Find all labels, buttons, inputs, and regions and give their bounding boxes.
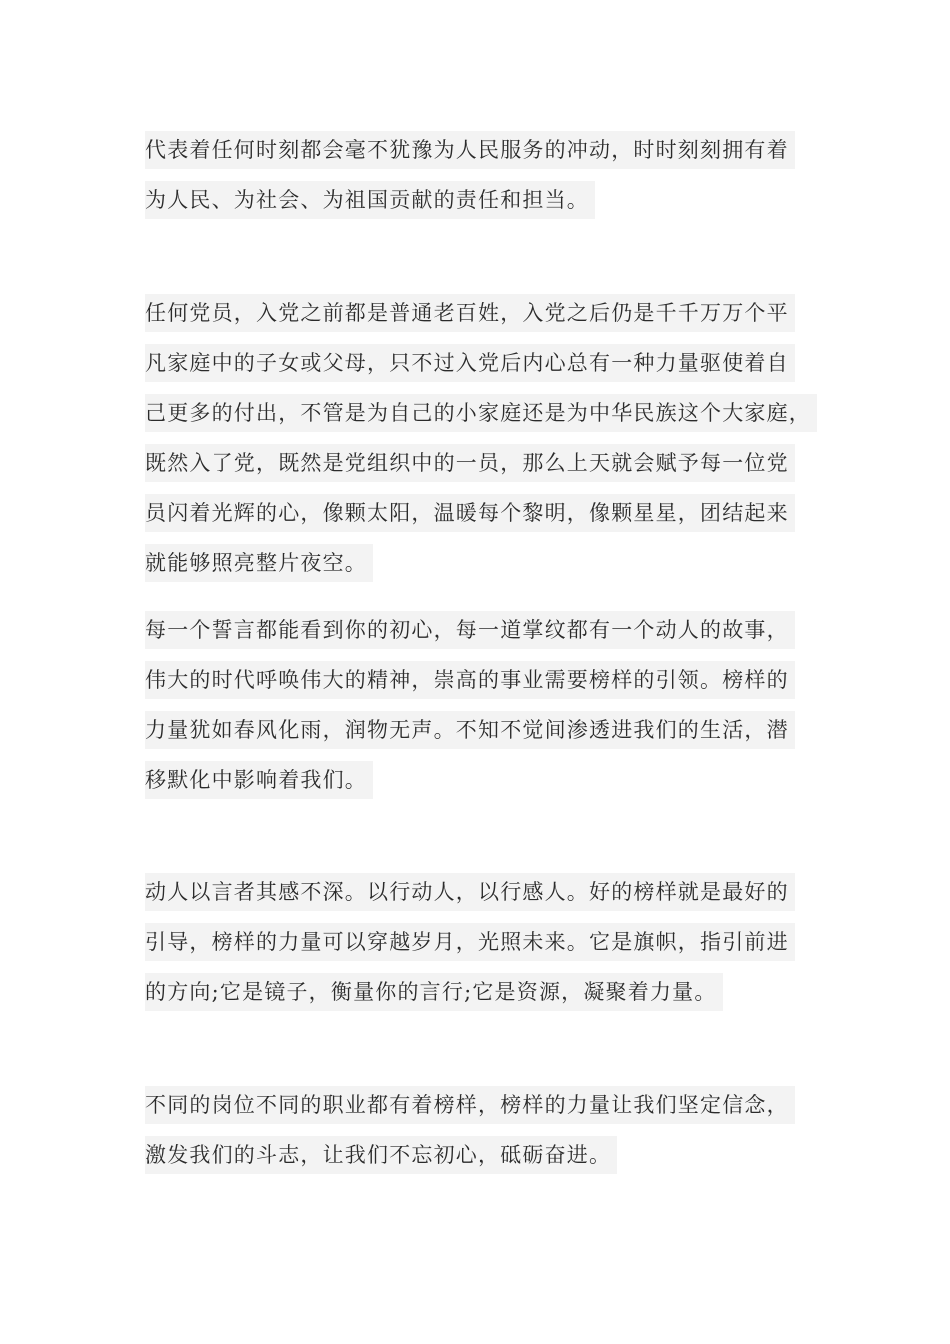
text-line: 就能够照亮整片夜空。: [145, 544, 373, 582]
text-line: 员闪着光辉的心，像颗太阳，温暖每个黎明，像颗星星，团结起来: [145, 494, 795, 532]
text-line: 代表着任何时刻都会毫不犹豫为人民服务的冲动，时时刻刻拥有着: [145, 131, 795, 169]
text-line: 己更多的付出，不管是为自己的小家庭还是为中华民族这个大家庭，: [145, 394, 817, 432]
text-line: 不同的岗位不同的职业都有着榜样，榜样的力量让我们坚定信念，: [145, 1086, 795, 1124]
text-line: 的方向;它是镜子，衡量你的言行;它是资源，凝聚着力量。: [145, 973, 723, 1011]
text-line: 既然入了党，既然是党组织中的一员，那么上天就会赋予每一位党: [145, 444, 795, 482]
text-line: 任何党员，入党之前都是普通老百姓，入党之后仍是千千万万个平: [145, 294, 795, 332]
text-line: 激发我们的斗志，让我们不忘初心，砥砺奋进。: [145, 1136, 617, 1174]
text-line: 每一个誓言都能看到你的初心，每一道掌纹都有一个动人的故事，: [145, 611, 795, 649]
text-line: 伟大的时代呼唤伟大的精神，崇高的事业需要榜样的引领。榜样的: [145, 661, 795, 699]
text-line: 力量犹如春风化雨，润物无声。不知不觉间渗透进我们的生活，潜: [145, 711, 795, 749]
text-line: 移默化中影响着我们。: [145, 761, 373, 799]
text-line: 引导，榜样的力量可以穿越岁月，光照未来。它是旗帜，指引前进: [145, 923, 795, 961]
text-line: 为人民、为社会、为祖国贡献的责任和担当。: [145, 181, 595, 219]
text-line: 动人以言者其感不深。以行动人，以行感人。好的榜样就是最好的: [145, 873, 795, 911]
text-line: 凡家庭中的子女或父母，只不过入党后内心总有一种力量驱使着自: [145, 344, 795, 382]
